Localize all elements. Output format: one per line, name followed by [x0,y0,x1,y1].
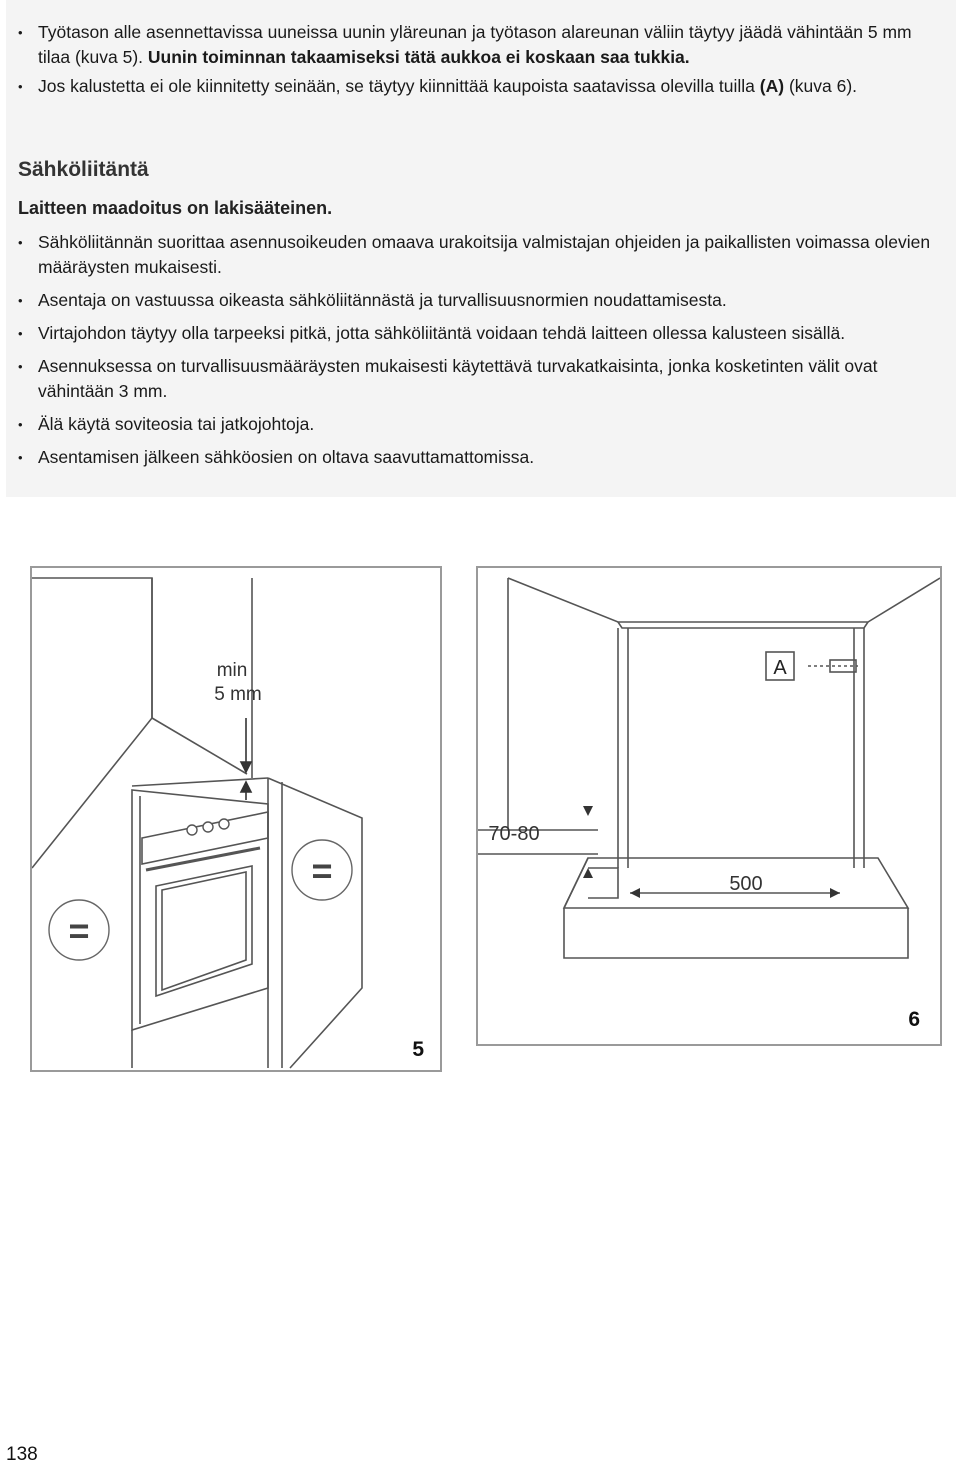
list-item: • Asentamisen jälkeen sähköosien on oltava saavuttamattomissa. [6,445,942,470]
figure-6-cabinet-dimensions [476,566,942,1046]
list-item [6,20,942,70]
cabinet-illustration [478,568,940,1044]
list-item: • Asennuksessa on turvallisuusmääräysten mukaisesti käytettävä turvakatkaisinta, jonka kosketinten välit ovat vähintään 3 mm. [6,354,942,404]
section-title: Sähköliitäntä [18,158,149,181]
list-item: • Asentaja on vastuussa oikeasta sähköliitännästä ja turvallisuusnormien noudattamisesta. [6,288,942,313]
bracket-label: A [773,657,787,679]
note-text: Jos kalustetta ei ole kiinnitetty seinään, se täytyy kiinnittää kaupoista saatavissa olevilla tuilla [38,76,760,96]
min-label: min [216,660,248,681]
equal-right-sign: = [311,850,333,891]
note-reference: (A) [759,76,785,96]
gap-label: 5 mm [214,684,262,705]
equal-left-sign: = [68,910,90,951]
figure-number: 5 [412,1038,424,1061]
width-label: 500 [729,873,763,895]
installation-notes-list [6,20,956,99]
note-text: Työtason alle asennettavissa uuneissa uunin yläreunan ja työtason alareunan väliin täytyy jäädä vähintään 5 mm tilaa (kuva 5). [38,22,912,67]
note-warning: Uunin toiminnan takaamiseksi tätä aukkoa ei koskaan saa tukkia. [147,47,690,67]
figure-number: 6 [908,1008,920,1031]
list-item: • Sähköliitännän suorittaa asennusoikeuden omaava urakoitsija valmistajan ohjeiden ja paikallisten voimassa olevien määräysten mukaisesti. [6,230,942,280]
list-item: • Älä käytä soviteosia tai jatkojohtoja. [6,412,942,437]
note-text-tail: (kuva 6). [784,76,858,96]
page-number: 138 [6,1444,38,1465]
section-subtitle: Laitteen maadoitus on lakisääteinen. [18,198,333,218]
list-item [6,74,942,99]
oven-illustration [32,568,440,1070]
figure-5-oven-clearance [30,566,442,1072]
electrical-notes-list [6,230,956,478]
list-item: • Virtajohdon täytyy olla tarpeeksi pitkä, jotta sähköliitäntä voidaan tehdä laitteen ollessa kalusteen sisällä. [6,321,942,346]
depth-label: 70-80 [488,823,540,845]
